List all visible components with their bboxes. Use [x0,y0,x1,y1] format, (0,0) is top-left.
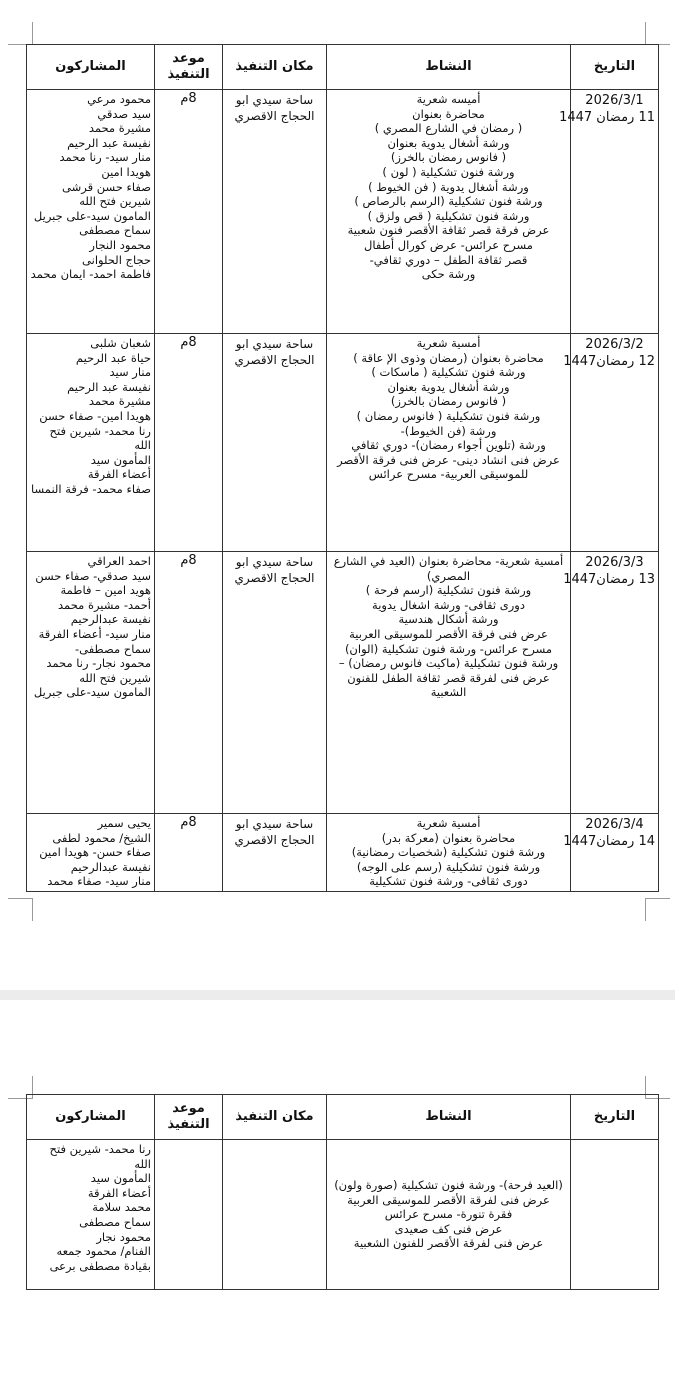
participant-line: محمود نجار [96,1229,151,1244]
participant-line: نفيسة عبدالرحيم [70,612,151,627]
activity-line: ورشة أشكال هندسية [398,612,499,627]
activity-cell [327,90,571,334]
schedule-table-continued [26,1094,659,1290]
header-time: موعد التنفيذ [155,45,223,90]
hijri-date: 11 رمضان 1447 [559,110,655,125]
date-cell [563,814,659,892]
activity-line: قصر ثقافة الطفل – دوري ثقافي- [369,252,528,267]
participant-line: المأمون سيد [90,1171,151,1186]
crop-mark [8,22,33,45]
activity-line: ( رمضان في الشارع المصري ) [374,121,523,136]
participant-line: رنا محمد- شيرين فتح الله [49,423,151,453]
activity-line: مسرح عرائس- عرض كورال أطفال [364,237,533,252]
participant-line: منار سيد- رنا محمد [59,150,151,165]
header-place: مكان التنفيذ [223,1095,327,1140]
participant-line: منار سيد- أعضاء الفرقة [38,626,151,641]
activity-line: ورشة أشغال يدوية بعنوان [387,135,510,150]
activity-line: عرض فنى فرقة الأقصر للموسيقى العربية [349,626,548,641]
participant-line: منار سيد- صفاء محمد [47,874,151,889]
activity-cell [327,552,571,814]
participants-cell [27,1140,155,1290]
date-cell [571,1140,659,1290]
header-time: موعد التنفيذ [155,1095,223,1140]
header-activity: النشاط [327,1095,571,1140]
activity-line: ورشة حكى [421,267,476,282]
activity-line: أميسه شعرية [416,92,481,106]
date-cell [563,334,659,552]
gregorian-date: 2026/3/4 [585,817,644,832]
activity-line: عرض فنى لفرقة الأقصر للفنون الشعبية [353,1236,544,1251]
header-participants: المشاركون [27,1095,155,1140]
table-row [27,1140,659,1290]
activity-line: (العيد فرحة)- ورشة فنون تشكيلية (صورة ولون) [334,1178,563,1193]
participant-line: سماح مصطفى [79,223,151,238]
date-cell [563,552,659,814]
participant-line: نفيسة عبد الرحيم [67,379,151,394]
participants-cell [27,814,155,892]
activity-line: فقرة تنورة- مسرح عرائس [384,1207,513,1222]
time-cell: 8م [155,814,223,892]
participant-line: أعضاء الفرقة [87,467,151,482]
participant-line: سماح مصطفى [79,1214,151,1229]
activity-line: محاضرة بعنوان (معركة بدر) [381,830,516,845]
participant-line: شيرين فتح الله [79,670,151,685]
participant-line: سيد صدقي [97,106,151,121]
activity-line: دورى ثقافى- ورشة فنون تشكيلية [369,874,528,889]
place-cell: ساحة سيدي ابو الحجاج الاقصري [223,814,327,892]
activity-line: مسرح عرائس- ورشة فنون تشكيلية (الوان) [344,641,553,656]
participant-line: مشيرة محمد [88,121,151,136]
participant-line: المامون سيد-على جبريل [33,685,151,700]
participant-line: هويد امين – فاطمة أحمد- مشيرة محمد [58,583,151,612]
participant-line: محمود النجار [89,237,151,252]
participant-line: منار سيد [109,365,151,380]
participant-line: هويدا امين- صفاء حسن [39,408,151,423]
participant-line: شعبان شلبى [90,336,151,350]
activity-cell [327,334,571,552]
gregorian-date: 2026/3/1 [585,93,644,108]
participant-line: محمد سلامة [92,1200,151,1215]
participant-line: صفاء حسن قرشى [62,179,151,194]
activity-line: ( فانوس رمضان بالخرز) [390,150,507,165]
participant-line: يحيى سمير [97,816,151,830]
activity-line: أمسية شعرية [416,336,481,350]
crop-mark [645,898,670,921]
activity-line: ( فانوس رمضان بالخرز) [390,394,507,409]
page-separator [0,990,675,1000]
activity-line: ورشة (فن الخيوط)- [400,423,497,438]
activity-line: ورشة فنون تشكيلية (ماكيت فانوس رمضان) – عرض فنى لفرقة قصر ثقافة الطفل للفنون الشعبية [338,656,559,700]
time-cell [155,1140,223,1290]
participant-line: صفاء حسن- هويدا امين [39,845,151,860]
header-participants: المشاركون [27,45,155,90]
participant-line: هويدا امين [101,164,151,179]
participant-line: المأمون سيد [90,452,151,467]
participant-line: المامون سيد-على جبريل [33,208,151,223]
activity-line: ورشة فنون تشكيلية (ارسم فرحة ) [365,583,532,598]
activity-line: عرض فنى كف صعيدى [394,1221,503,1236]
participant-line: أعضاء الفرقة [87,1185,151,1200]
place-cell: ساحة سيدي ابو الحجاج الاقصري [223,552,327,814]
participant-line: صفاء محمد- فرقة النمسا [31,481,151,496]
header-date: التاريخ [571,45,659,90]
participant-line: محمود مرعي [87,92,151,106]
activity-line: ورشة فنون تشكيلية (الرسم بالرصاص ) [354,194,543,209]
date-cell [559,90,659,334]
participants-cell [27,90,155,334]
hijri-date: 12 رمضان1447 [563,354,655,369]
participants-cell [27,552,155,814]
activity-line: محاضرة بعنوان (رمضان وذوى الإ عاقة ) [353,350,544,365]
hijri-date: 13 رمضان1447 [563,572,655,587]
place-cell [223,1140,327,1290]
participant-line: سماح مصطفى- [75,641,151,656]
participant-line: شيرين فتح الله [79,194,151,209]
crop-mark [645,22,670,45]
participant-line: احمد العراقي [87,554,151,568]
header-place: مكان التنفيذ [223,45,327,90]
activity-line: محاضرة بعنوان [412,106,485,121]
place-cell: ساحة سيدي ابو الحجاج الاقصري [223,90,327,334]
table-header-row [27,45,659,90]
activity-line: ورشة أشغال يدوية ( فن الخيوط ) [368,179,529,194]
participant-line: مشيرة محمد [88,394,151,409]
activity-line: ورشة فنون تشكيلية ( ماسكات ) [371,365,526,380]
participant-line: رنا محمد- شيرين فتح الله [49,1142,151,1171]
activity-line: عرض فنى انشاد دينى- عرض فنى فرقة الأقصر للموسيقى العربية- مسرح عرائس [337,452,560,482]
gregorian-date: 2026/3/3 [585,555,644,570]
participant-line: نفيسة عبد الرحيم [67,135,151,150]
participant-line: حجاج الحلوانى [82,252,151,267]
activity-line: ورشة أشغال يدوية بعنوان [387,379,510,394]
place-cell: ساحة سيدي ابو الحجاج الاقصري [223,334,327,552]
activity-cell [327,814,571,892]
gregorian-date: 2026/3/2 [585,337,644,352]
participant-line: نفيسة عبدالرحيم [70,859,151,874]
header-date: التاريخ [571,1095,659,1140]
activity-cell [327,1140,571,1290]
activity-line: أمسية شعرية- محاضرة بعنوان (العيد في الشارع المصري) [333,554,564,583]
activity-line: ورشة فنون تشكيلية (رسم على الوجه) [356,859,541,874]
hijri-date: 14 رمضان1447 [563,834,655,849]
participant-line: سيد صدقي- صفاء حسن [35,568,151,583]
table-row [27,90,659,334]
table-row [27,814,659,892]
activity-line: ورشة فنون تشكيلية (شخصيات رمضانية) [351,845,546,860]
participant-line: حياة عبد الرحيم [75,350,151,365]
participant-line: الفنام/ محمود جمعه [56,1244,151,1259]
activity-line: عرض فنى لفرقة الأقصر للموسيقى العربية [347,1192,550,1207]
participant-line: الشيخ/ محمود لطفى [52,830,151,845]
time-cell: 8م [155,334,223,552]
activity-line: ورشة (تلوين أجواء رمضان)- دوري ثقافي [351,438,546,453]
participants-cell [27,334,155,552]
activity-line: ورشة فنون تشكيلية ( قص ولزق ) [367,208,530,223]
time-cell: 8م [155,552,223,814]
activity-line: عرض فرقة قصر ثقافة الأقصر فنون شعبية [347,223,550,238]
activity-line: ورشة فنون تشكيلية ( لون ) [382,164,515,179]
time-cell: 8م [155,90,223,334]
participant-line: فاطمة احمد- ايمان محمد [30,267,151,282]
crop-mark [8,898,33,921]
activity-line: أمسية شعرية [416,816,481,830]
table-header-row [27,1095,659,1140]
activity-line: ورشة فنون تشكيلية ( فانوس رمضان ) [356,408,541,423]
activity-line: دورى ثقافى- ورشة اشغال يدوية [372,597,525,612]
table-row [27,552,659,814]
header-activity: النشاط [327,45,571,90]
participant-line: بقيادة مصطفى برعى [49,1258,151,1273]
schedule-table [26,44,659,892]
document-page-2 [0,1000,675,1400]
participant-line: محمود نجار- رنا محمد [46,656,151,671]
table-row [27,334,659,552]
